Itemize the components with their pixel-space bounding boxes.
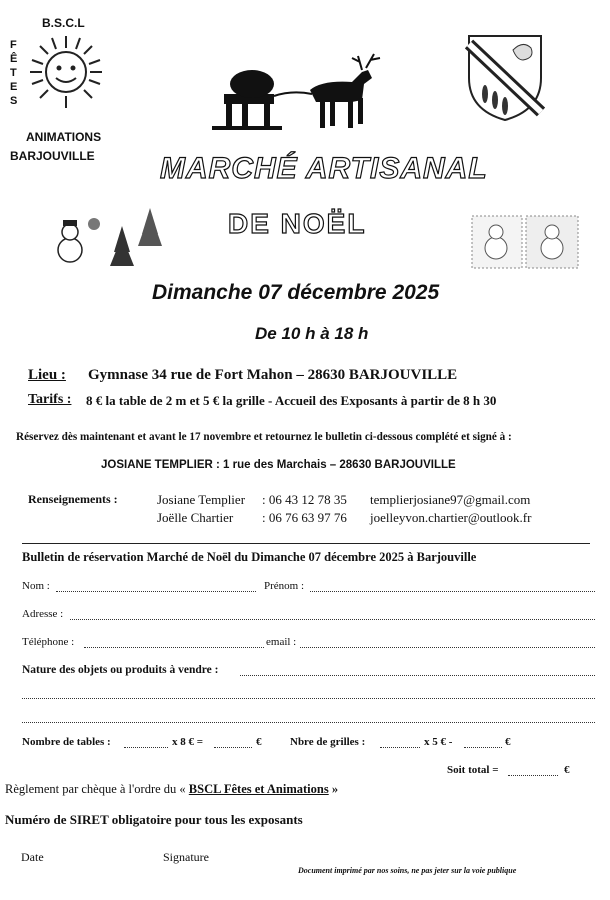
contact-email[interactable]: joelleyvon.chartier@outlook.fr xyxy=(370,510,532,525)
grilles-label: Nbre de grilles : xyxy=(290,736,366,748)
snowman-trees-icon xyxy=(50,206,175,272)
reserve-address: JOSIANE TEMPLIER : 1 rue des Marchais – 28630 BARJOUVILLE xyxy=(101,459,456,471)
title-line2: DE NOËL xyxy=(228,208,367,239)
tables-label: Nombre de tables : xyxy=(22,736,111,748)
org-line1: ANIMATIONS xyxy=(26,130,102,144)
reglement-post: » xyxy=(331,782,339,796)
letter: Ê xyxy=(10,53,18,65)
letter: F xyxy=(10,39,17,51)
tables-euro: € xyxy=(256,736,262,748)
nom-label: Nom : xyxy=(22,580,50,592)
nature-field-line[interactable] xyxy=(22,698,595,699)
contacts-label: Renseignements : xyxy=(28,492,118,506)
tarifs-label: Tarifs : xyxy=(28,392,72,407)
contact-phone: : 06 43 12 78 35 xyxy=(262,492,347,507)
divider xyxy=(22,543,590,544)
tables-total-field[interactable] xyxy=(214,747,252,748)
tables-calc: x 8 € = xyxy=(172,736,204,748)
letter: T xyxy=(10,67,17,79)
nom-field[interactable] xyxy=(56,591,256,592)
tarifs-value: 8 € la table de 2 m et 5 € la grille - Accueil des Exposants à partir de 8 h 30 xyxy=(86,393,497,408)
snow-scene-icon xyxy=(470,212,582,272)
title-line1: MARCHÉ ARTISANAL xyxy=(160,152,488,185)
telephone-label: Téléphone : xyxy=(22,636,75,648)
grilles-qty-field[interactable] xyxy=(380,747,420,748)
signature-label: Signature xyxy=(163,850,209,864)
lieu-label: Lieu : xyxy=(28,367,66,383)
grilles-total-field[interactable] xyxy=(464,747,502,748)
reglement-name: BSCL Fêtes et Animations xyxy=(188,782,329,796)
contact-email[interactable]: templierjosiane97@gmail.com xyxy=(370,492,531,507)
vertical-fetes xyxy=(10,38,20,108)
reserve-text: Réservez dès maintenant et avant le 17 novembre et retournez le bulletin ci-dessous complété et signé à : xyxy=(16,431,512,443)
org-line2: BARJOUVILLE xyxy=(10,149,95,163)
lieu-value: Gymnase 34 rue de Fort Mahon – 28630 BARJOUVILLE xyxy=(88,367,458,383)
bulletin-title: Bulletin de réservation Marché de Noël du Dimanche 07 décembre 2025 à Barjouville xyxy=(22,550,477,564)
email-label: email : xyxy=(266,636,297,648)
adresse-label: Adresse : xyxy=(22,608,64,620)
sleigh-reindeer-icon xyxy=(212,50,392,135)
reglement-line xyxy=(5,782,338,797)
nature-field[interactable] xyxy=(240,675,595,676)
adresse-field[interactable] xyxy=(70,619,595,620)
grilles-euro: € xyxy=(505,736,511,748)
tables-qty-field[interactable] xyxy=(124,747,168,748)
telephone-field[interactable] xyxy=(84,647,264,648)
reglement-pre: Règlement par chèque à l'ordre du « xyxy=(5,782,186,796)
email-field[interactable] xyxy=(300,647,595,648)
letter: S xyxy=(10,95,18,107)
nature-label: Nature des objets ou produits à vendre : xyxy=(22,664,219,676)
coat-of-arms-icon xyxy=(465,32,545,122)
date-label: Date xyxy=(21,850,44,864)
prenom-field[interactable] xyxy=(310,591,595,592)
letter: E xyxy=(10,81,18,93)
total-field[interactable] xyxy=(508,775,558,776)
nature-field-line[interactable] xyxy=(22,722,595,723)
grilles-calc: x 5 € - xyxy=(424,736,453,748)
org-acronym: B.S.C.L xyxy=(42,16,85,30)
sun-logo-icon xyxy=(26,32,106,112)
event-date: Dimanche 07 décembre 2025 xyxy=(152,281,440,304)
prenom-label: Prénom : xyxy=(264,580,305,592)
total-label: Soit total = xyxy=(447,764,499,776)
contact-name: Josiane Templier xyxy=(157,492,246,507)
event-hours: De 10 h à 18 h xyxy=(255,324,369,343)
siret-note: Numéro de SIRET obligatoire pour tous les exposants xyxy=(5,812,303,827)
total-euro: € xyxy=(564,764,570,776)
contact-name: Joëlle Chartier xyxy=(157,510,234,525)
footer-note: Document imprimé par nos soins, ne pas jeter sur la voie publique xyxy=(298,866,517,875)
contact-phone: : 06 76 63 97 76 xyxy=(262,510,347,525)
